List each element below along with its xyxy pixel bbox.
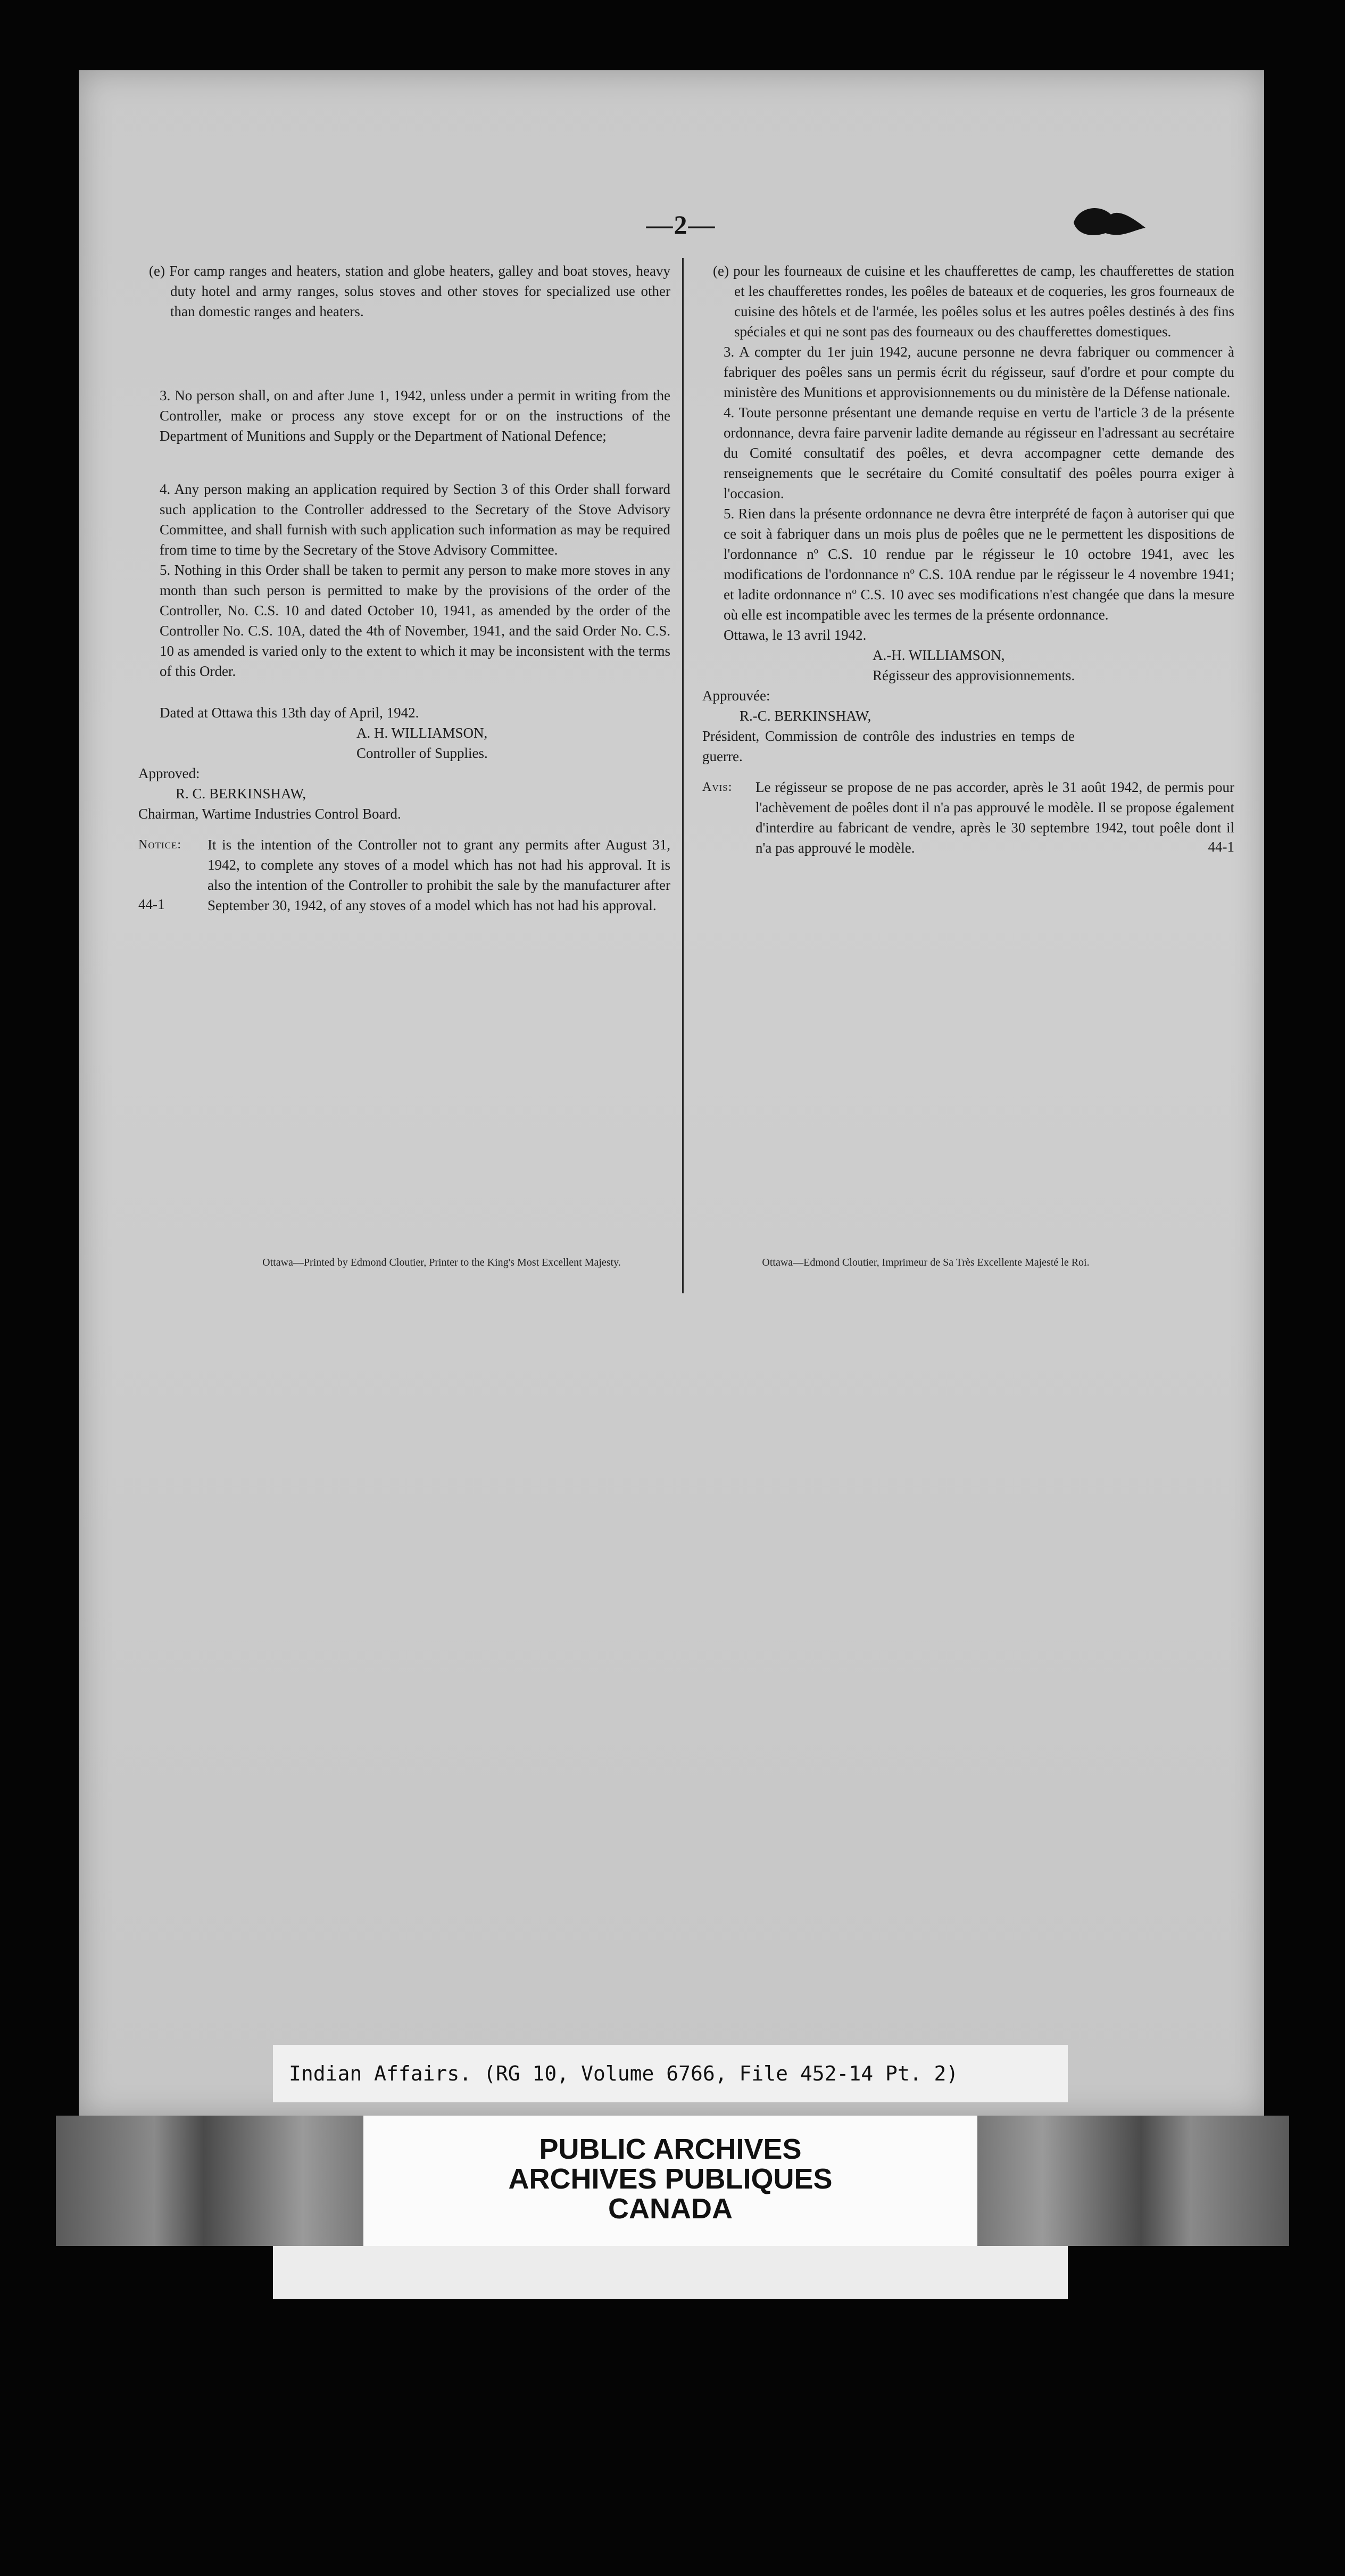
en-signer-title: Controller of Supplies.	[356, 745, 488, 761]
fr-signer-name: A.-H. WILLIAMSON,	[873, 647, 1005, 663]
en-para-3: 3. No person shall, on and after June 1, 1942, unless under a permit in writing from the Controller, make or process any stove except for or on the instructions of the Department of Munitions and Supply or the Department of National Defence;	[160, 387, 670, 444]
stamp-line-2: ARCHIVES PUBLIQUES	[508, 2163, 833, 2195]
english-column	[138, 261, 670, 914]
archives-stamp-text	[363, 2134, 977, 2224]
en-notice-label: Notice:	[138, 838, 182, 852]
en-approver-title: Chairman, Wartime Industries Control Board.	[138, 806, 401, 822]
en-approved-label: Approved:	[138, 765, 200, 781]
fr-approved-label: Approuvée:	[702, 688, 770, 704]
fr-para-e: (e) pour les fourneaux de cuisine et les chaufferettes de camp, les chaufferettes de station et les chaufferettes rondes, les poêles de bateaux et de coqueries, les gros fourneaux de cuisine des hôtels et de l'armée, les poêles solus et les autres poêles destinés à des fins spéciales et qui ne sont pas des fourneaux ou des chaufferettes domestiques.	[713, 263, 1234, 340]
ink-blot	[1068, 201, 1148, 244]
fr-para-4: 4. Toute personne présentant une demande requise en vertu de l'article 3 de la présente ordonnance, devra faire parvenir ladite demande au régisseur en l'adressant au secrétaire du Comité consultatif des poêles, et devra accompagner cette demande des renseignements que le secrétaire du Comité consultatif des poêles pourra exiger à l'occasion.	[724, 404, 1234, 501]
label-base	[273, 2246, 1068, 2299]
en-para-4: 4. Any person making an application required by Section 3 of this Order shall forward such application to the Controller addressed to the Secretary of the Stove Advisory Committee, and shall furnish with such application such information as may be required from time to time by the Secretary of the Stove Advisory Committee.	[160, 481, 670, 558]
en-printer-line: Ottawa—Printed by Edmond Cloutier, Printer to the King's Most Excellent Majesty.	[262, 1257, 621, 1268]
archive-label	[273, 2516, 1068, 2576]
fr-para-5: 5. Rien dans la présente ordonnance ne devra être interprété de façon à autoriser qui que ce soit à fabriquer dans un mois plus de poêles que ne le permettent les dispositions de l'ordonnance nº C.S. 10 rendue par le régisseur le 10 octobre 1941, avec les modifications de l'ordonnance nº C.S. 10A rendue par le régisseur le 4 novembre 1941; et ladite ordonnance nº C.S. 10 avec ses modifications n'est changée que dans la mesure où elle est incompatible avec les termes de la présente ordonnance.	[724, 506, 1234, 623]
page-number: —2—	[646, 210, 716, 240]
fr-code: 44-1	[1208, 839, 1234, 855]
fr-para-3: 3. A compter du 1er juin 1942, aucune personne ne devra fabriquer ou commencer à fabriquer des poêles sans un permis écrit du régisseur, sauf d'ordre et pour compte du ministère des Munitions et approvisionnements ou du ministère de la Défense nationale.	[724, 344, 1234, 400]
stamp-line-1: PUBLIC ARCHIVES	[539, 2133, 802, 2165]
en-notice	[138, 835, 670, 915]
fr-printer-line: Ottawa—Edmond Cloutier, Imprimeur de Sa Très Excellente Majesté le Roi.	[762, 1257, 1090, 1268]
fr-approver-title: Président, Commission de contrôle des industries en temps de guerre.	[702, 728, 1075, 764]
en-code: 44-1	[138, 896, 165, 912]
fr-notice-label: Avis:	[702, 780, 733, 794]
en-para-5: 5. Nothing in this Order shall be taken to permit any person to make more stoves in any month than such person is permitted to make by the provisions of the order of the Controller, No. C.S. 10 and dated October 10, 1941, as amended by the order of the Controller No. C.S. 10A, dated the 4th of November, 1941, and the said Order No. C.S. 10 as amended is varied only to the extent to which it may be inconsistent with the terms of this Order.	[160, 562, 670, 679]
archive-reference-label: Indian Affairs. (RG 10, Volume 6766, File 452-14 Pt. 2)	[273, 2045, 1068, 2102]
en-para-e: (e) For camp ranges and heaters, station and globe heaters, galley and boat stoves, heavy duty hotel and army ranges, solus stoves and other stoves for specialized use other than domestic ranges and heaters.	[149, 263, 670, 319]
stamp-line-3: CANADA	[608, 2193, 733, 2225]
fr-dated: Ottawa, le 13 avril 1942.	[724, 627, 867, 643]
fr-notice	[702, 777, 1234, 858]
fr-signer-title: Régisseur des approvisionnements.	[873, 667, 1075, 683]
fr-notice-text: Le régisseur se propose de ne pas accorder, après le 31 août 1942, de permis pour l'achèvement de poêles dont il n'a pas approuvé le modèle. Il se propose également d'interdire au fabricant de vendre, après le 30 septembre 1942, tout poêle dont il n'a pas approuvé le modèle.	[755, 779, 1234, 856]
fr-approver-name: R.-C. BERKINSHAW,	[740, 708, 871, 724]
column-divider	[682, 258, 684, 1293]
en-notice-text: It is the intention of the Controller not to grant any permits after August 31, 1942, to complete any stoves of a model which has not had his approval. It is also the intention of the Controller to prohibit the sale by the manufacturer after September 30, 1942, of any stoves of a model which has not had his approval.	[207, 837, 670, 913]
en-approver-name: R. C. BERKINSHAW,	[176, 786, 306, 802]
french-column	[702, 261, 1234, 857]
en-dated: Dated at Ottawa this 13th day of April, 1942.	[160, 705, 419, 721]
en-signer-name: A. H. WILLIAMSON,	[356, 725, 488, 741]
